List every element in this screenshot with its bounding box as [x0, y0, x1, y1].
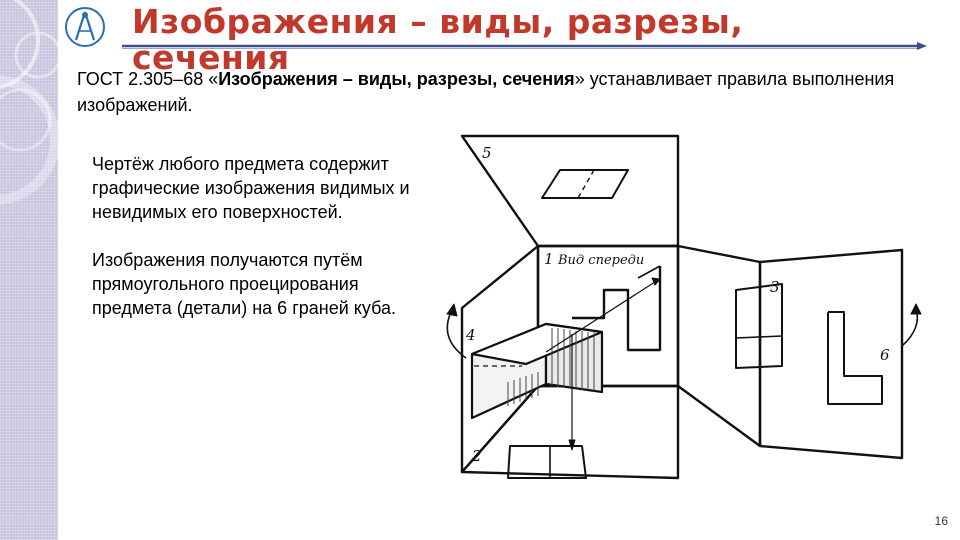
- paragraph-drawing-content: Чертёж любого предмета содержит графические изображения видимых и невидимых его поверхностей.: [92, 154, 410, 222]
- face-label-5: 5: [482, 144, 492, 162]
- title-underline-arrow: [122, 42, 927, 50]
- left-rotation-arrow-icon: [447, 310, 466, 358]
- decorative-sidebar: [0, 0, 58, 540]
- cube-projection-drawing: [432, 128, 932, 518]
- paragraph-projection: Изображения получаются путём прямоугольного проецирования предмета (детали) на 6 граней куба.: [92, 250, 396, 318]
- face-3: [678, 246, 760, 446]
- face-label-1: 1: [544, 250, 554, 268]
- page-number: 16: [934, 514, 948, 528]
- intro-prefix: ГОСТ 2.305–68 «: [77, 69, 219, 89]
- face-5-top: [462, 136, 678, 246]
- intro-bold-standard-name: Изображения – виды, разрезы, сечения: [218, 69, 575, 89]
- face-label-3: 3: [770, 278, 780, 296]
- title-line-1: Изображения – виды, разрезы,: [132, 2, 744, 41]
- intro-text: [77, 66, 937, 118]
- face-label-6: 6: [880, 346, 890, 364]
- body-text: [92, 152, 442, 320]
- face-6-view: [828, 312, 882, 404]
- face-label-2: 2: [472, 447, 482, 465]
- intro-suffix: » устанавливает правила выполнения изображений.: [77, 69, 895, 115]
- top-view-rect: [542, 170, 628, 198]
- face-label-4: 4: [466, 326, 476, 344]
- title-line-2: сечения: [132, 38, 290, 77]
- sidebar-circles: [0, 0, 58, 540]
- compass-logo-icon: [64, 6, 106, 48]
- front-view-caption: Вид спереди: [558, 253, 645, 268]
